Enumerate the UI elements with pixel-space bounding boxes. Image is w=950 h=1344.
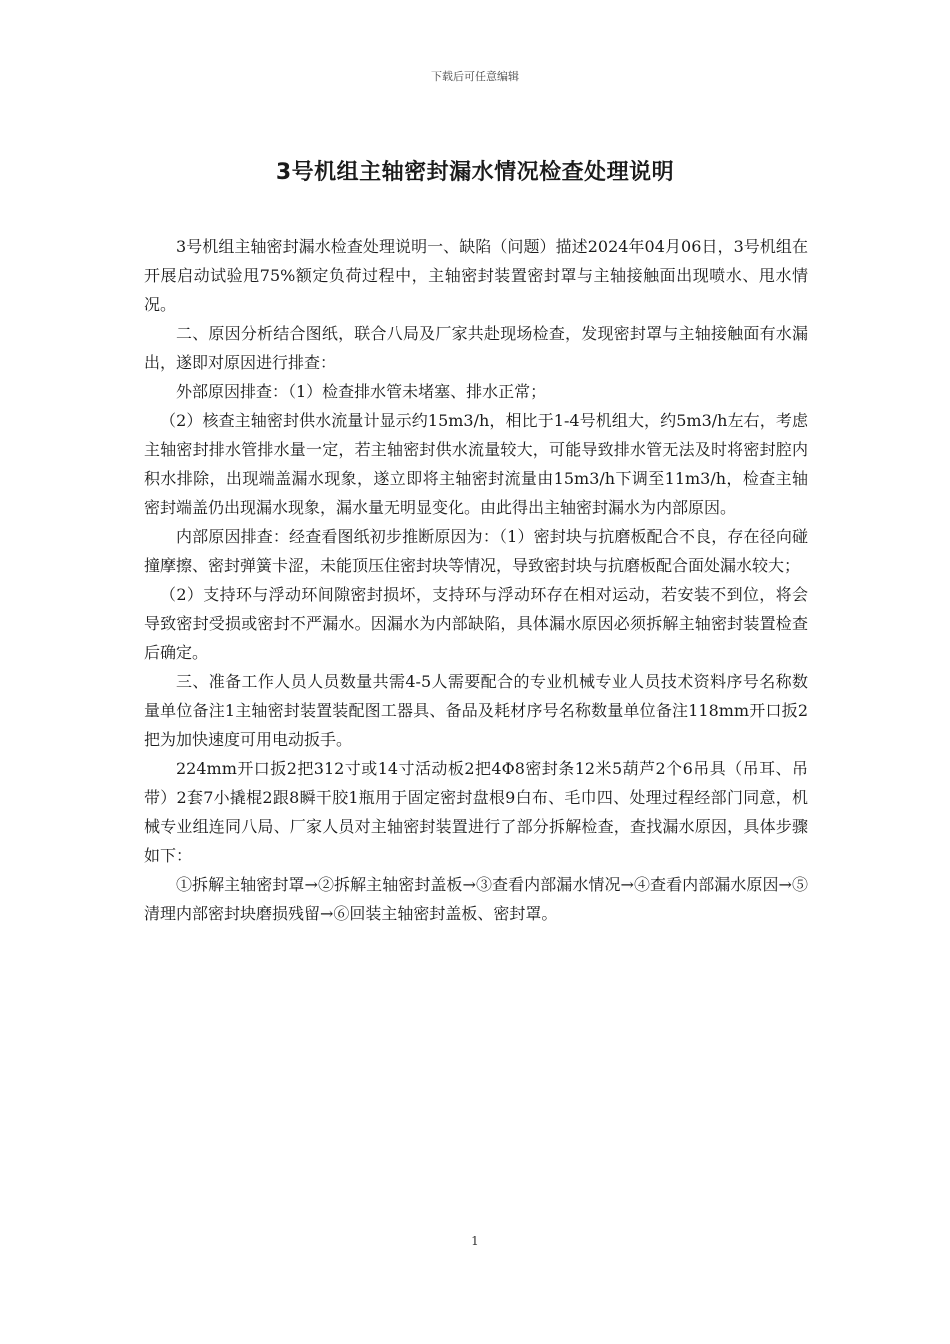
document-title: 3号机组主轴密封漏水情况检查处理说明 [275,160,675,185]
page-header: 下载后可任意编辑 [431,70,519,83]
document-body [144,232,808,928]
paragraph-internal-cause-2: （2）支持环与浮动环间隙密封损坏，支持环与浮动环存在相对运动，若安装不到位，将会导致密封受损或密封不严漏水。因漏水为内部缺陷，具体漏水原因必须拆解主轴密封装置检查后确定。 [144,585,808,662]
paragraph-external-cause-2: （2）核查主轴密封供水流量计显示约15m3/h，相比于1-4号机组大，约5m3/h左右，考虑主轴密封排水管排水量一定，若主轴密封供水流量较大，可能导致排水管无法及时将密封腔内积水排除，出现端盖漏水现象，遂立即将主轴密封流量由15m3/h下调至11m3/h，检查主轴密封端盖仍出现漏水现象，漏水量无明显变化。由此得出主轴密封漏水为内部原因。 [144,411,808,517]
paragraph-steps: ①拆解主轴密封罩→②拆解主轴密封盖板→③查看内部漏水情况→④查看内部漏水原因→⑤清理内部密封块磨损残留→⑥回装主轴密封盖板、密封罩。 [144,875,808,923]
paragraph-tools-and-process: 224mm开口扳2把312寸或14寸活动板2把4Φ8密封条12米5葫芦2个6吊具（吊耳、吊带）2套7小撬棍2跟8瞬干胶1瓶用于固定密封盘根9白布、毛巾四、处理过程经部门同意，机械专业组连同八局、厂家人员对主轴密封装置进行了部分拆解检查，查找漏水原因，具体步骤如下： [144,759,808,865]
paragraph-preparation: 三、准备工作人员人员数量共需4-5人需要配合的专业机械专业人员技术资料序号名称数量单位备注1主轴密封装置装配图工器具、备品及耗材序号名称数量单位备注118mm开口扳2把为加快速度可用电动扳手。 [144,672,808,749]
page-number: 1 [471,1234,479,1248]
paragraph-external-cause-1: 外部原因排查：（1）检查排水管未堵塞、排水正常； [176,382,547,401]
paragraph-cause-analysis: 二、原因分析结合图纸，联合八局及厂家共赴现场检查，发现密封罩与主轴接触面有水漏出，遂即对原因进行排查： [144,324,808,372]
paragraph-internal-cause-1: 内部原因排查：经查看图纸初步推断原因为：（1）密封块与抗磨板配合不良，存在径向碰撞摩擦、密封弹簧卡涩，未能顶压住密封块等情况，导致密封块与抗磨板配合面处漏水较大； [144,527,808,575]
paragraph-defect-description: 3号机组主轴密封漏水检查处理说明一、缺陷（问题）描述2024年04月06日，3号机组在开展启动试验甩75%额定负荷过程中，主轴密封装置密封罩与主轴接触面出现喷水、甩水情况。 [144,237,808,314]
